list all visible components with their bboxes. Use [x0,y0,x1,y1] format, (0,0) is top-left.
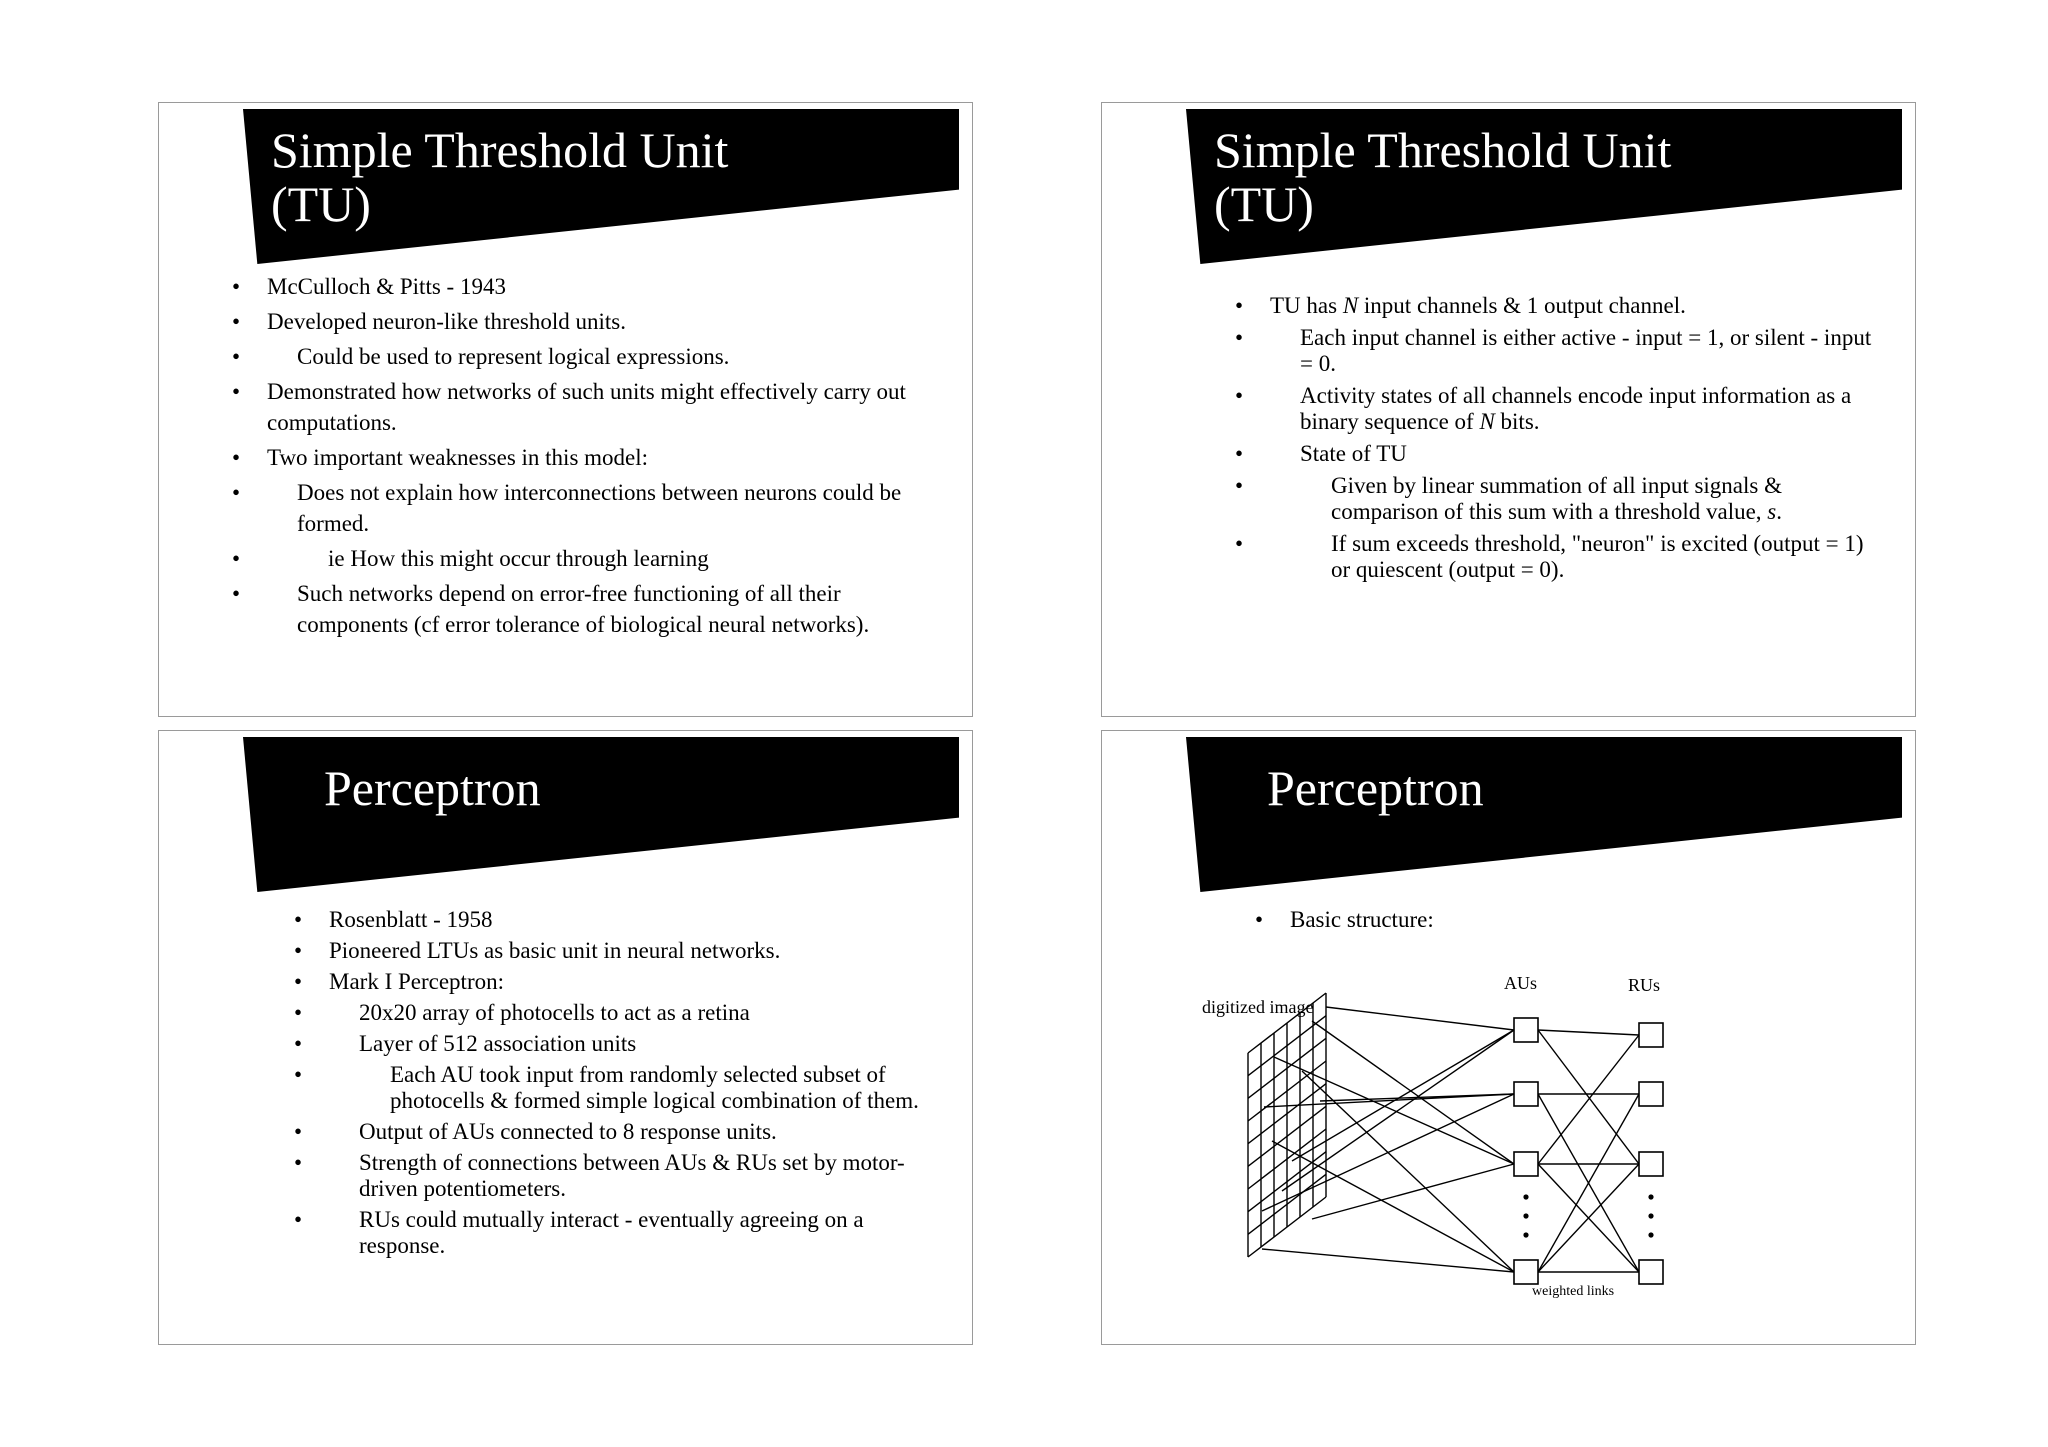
slide-3 [158,730,973,1345]
bullet-item: • Developed neuron-like threshold units. [249,306,949,337]
ellipsis-dot [1648,1213,1653,1218]
bullet-item: • Such networks depend on error-free functioning of all their components (cf error tolerance of biological neural networks). [249,578,949,640]
slide-title: Simple Threshold Unit (TU) [271,122,729,232]
bullet-item: • TU has N input channels & 1 output channel. [1252,293,1882,319]
bullet-item: • State of TU [1252,441,1882,467]
bullet-item: • Basic structure: [1272,907,1772,933]
slide-2 [1101,102,1916,717]
bullet-item: • If sum exceeds threshold, "neuron" is excited (output = 1) or quiescent (output = 0). [1252,531,1882,583]
bullet-list [311,907,951,1264]
bullet-item: • Rosenblatt - 1958 [311,907,951,933]
bullet-item: • Strength of connections between AUs & RUs set by motor-driven potentiometers. [311,1150,951,1202]
association-unit [1514,1152,1538,1176]
aus-label: AUs [1504,973,1538,993]
ellipsis-dots [1523,1194,1653,1237]
bullet-item: • Activity states of all channels encode input information as a binary sequence of N bits. [1252,383,1882,435]
bullet-item: • Mark I Perceptron: [311,969,951,995]
connection-lines [1262,1007,1639,1272]
association-unit [1514,1082,1538,1106]
bullet-item: • Each AU took input from randomly selected subset of photocells & formed simple logical combination of them. [311,1062,951,1114]
bullet-list [1272,907,1772,933]
bullet-item: • Two important weaknesses in this model: [249,442,949,473]
bullet-list [1252,293,1882,589]
slide-1 [158,102,973,717]
bullet-item: • Does not explain how interconnections between neurons could be formed. [249,477,949,539]
bullet-item: • RUs could mutually interact - eventually agreeing on a response. [311,1207,951,1259]
weighted-links-label: weighted links [1532,1284,1615,1299]
slide-title: Simple Threshold Unit (TU) [1214,122,1672,232]
image-to-au-link [1326,1007,1514,1030]
ellipsis-dot [1648,1232,1653,1237]
ellipsis-dot [1523,1194,1528,1199]
bullet-item: • McCulloch & Pitts - 1943 [249,271,949,302]
slide-title: Perceptron [324,760,541,816]
bullet-item: • Layer of 512 association units [311,1031,951,1057]
retina-grid [1248,993,1326,1257]
ellipsis-dot [1523,1213,1528,1218]
bullet-list [249,271,949,644]
response-unit [1639,1082,1663,1106]
response-units [1639,1023,1663,1284]
bullet-item: • Output of AUs connected to 8 response units. [311,1119,951,1145]
image-to-au-link [1262,1249,1514,1272]
response-unit [1639,1023,1663,1047]
association-units [1514,1018,1538,1284]
association-unit [1514,1260,1538,1284]
slide-4 [1101,730,1916,1345]
slide-title: Perceptron [1267,760,1484,816]
ellipsis-dot [1523,1232,1528,1237]
digitized-image-label: digitized image [1202,997,1314,1017]
response-unit [1639,1260,1663,1284]
bullet-item: • Could be used to represent logical expressions. [249,341,949,372]
bullet-item: • Demonstrated how networks of such units might effectively carry out computations. [249,376,949,438]
bullet-item: • Given by linear summation of all input signals & comparison of this sum with a threshold value, s. [1252,473,1882,525]
perceptron-diagram [1202,961,1842,1341]
rus-label: RUs [1628,975,1661,995]
association-unit [1514,1018,1538,1042]
bullet-item: • ie How this might occur through learning [249,543,949,574]
bullet-item: • Each input channel is either active - input = 1, or silent - input = 0. [1252,325,1882,377]
ellipsis-dot [1648,1194,1653,1199]
image-to-au-link [1312,1021,1514,1164]
au-to-ru-link [1538,1030,1639,1035]
image-to-au-link [1312,1164,1514,1219]
bullet-item: • Pioneered LTUs as basic unit in neural networks. [311,938,951,964]
response-unit [1639,1152,1663,1176]
image-to-au-link [1272,1141,1514,1272]
bullet-item: • 20x20 array of photocells to act as a retina [311,1000,951,1026]
